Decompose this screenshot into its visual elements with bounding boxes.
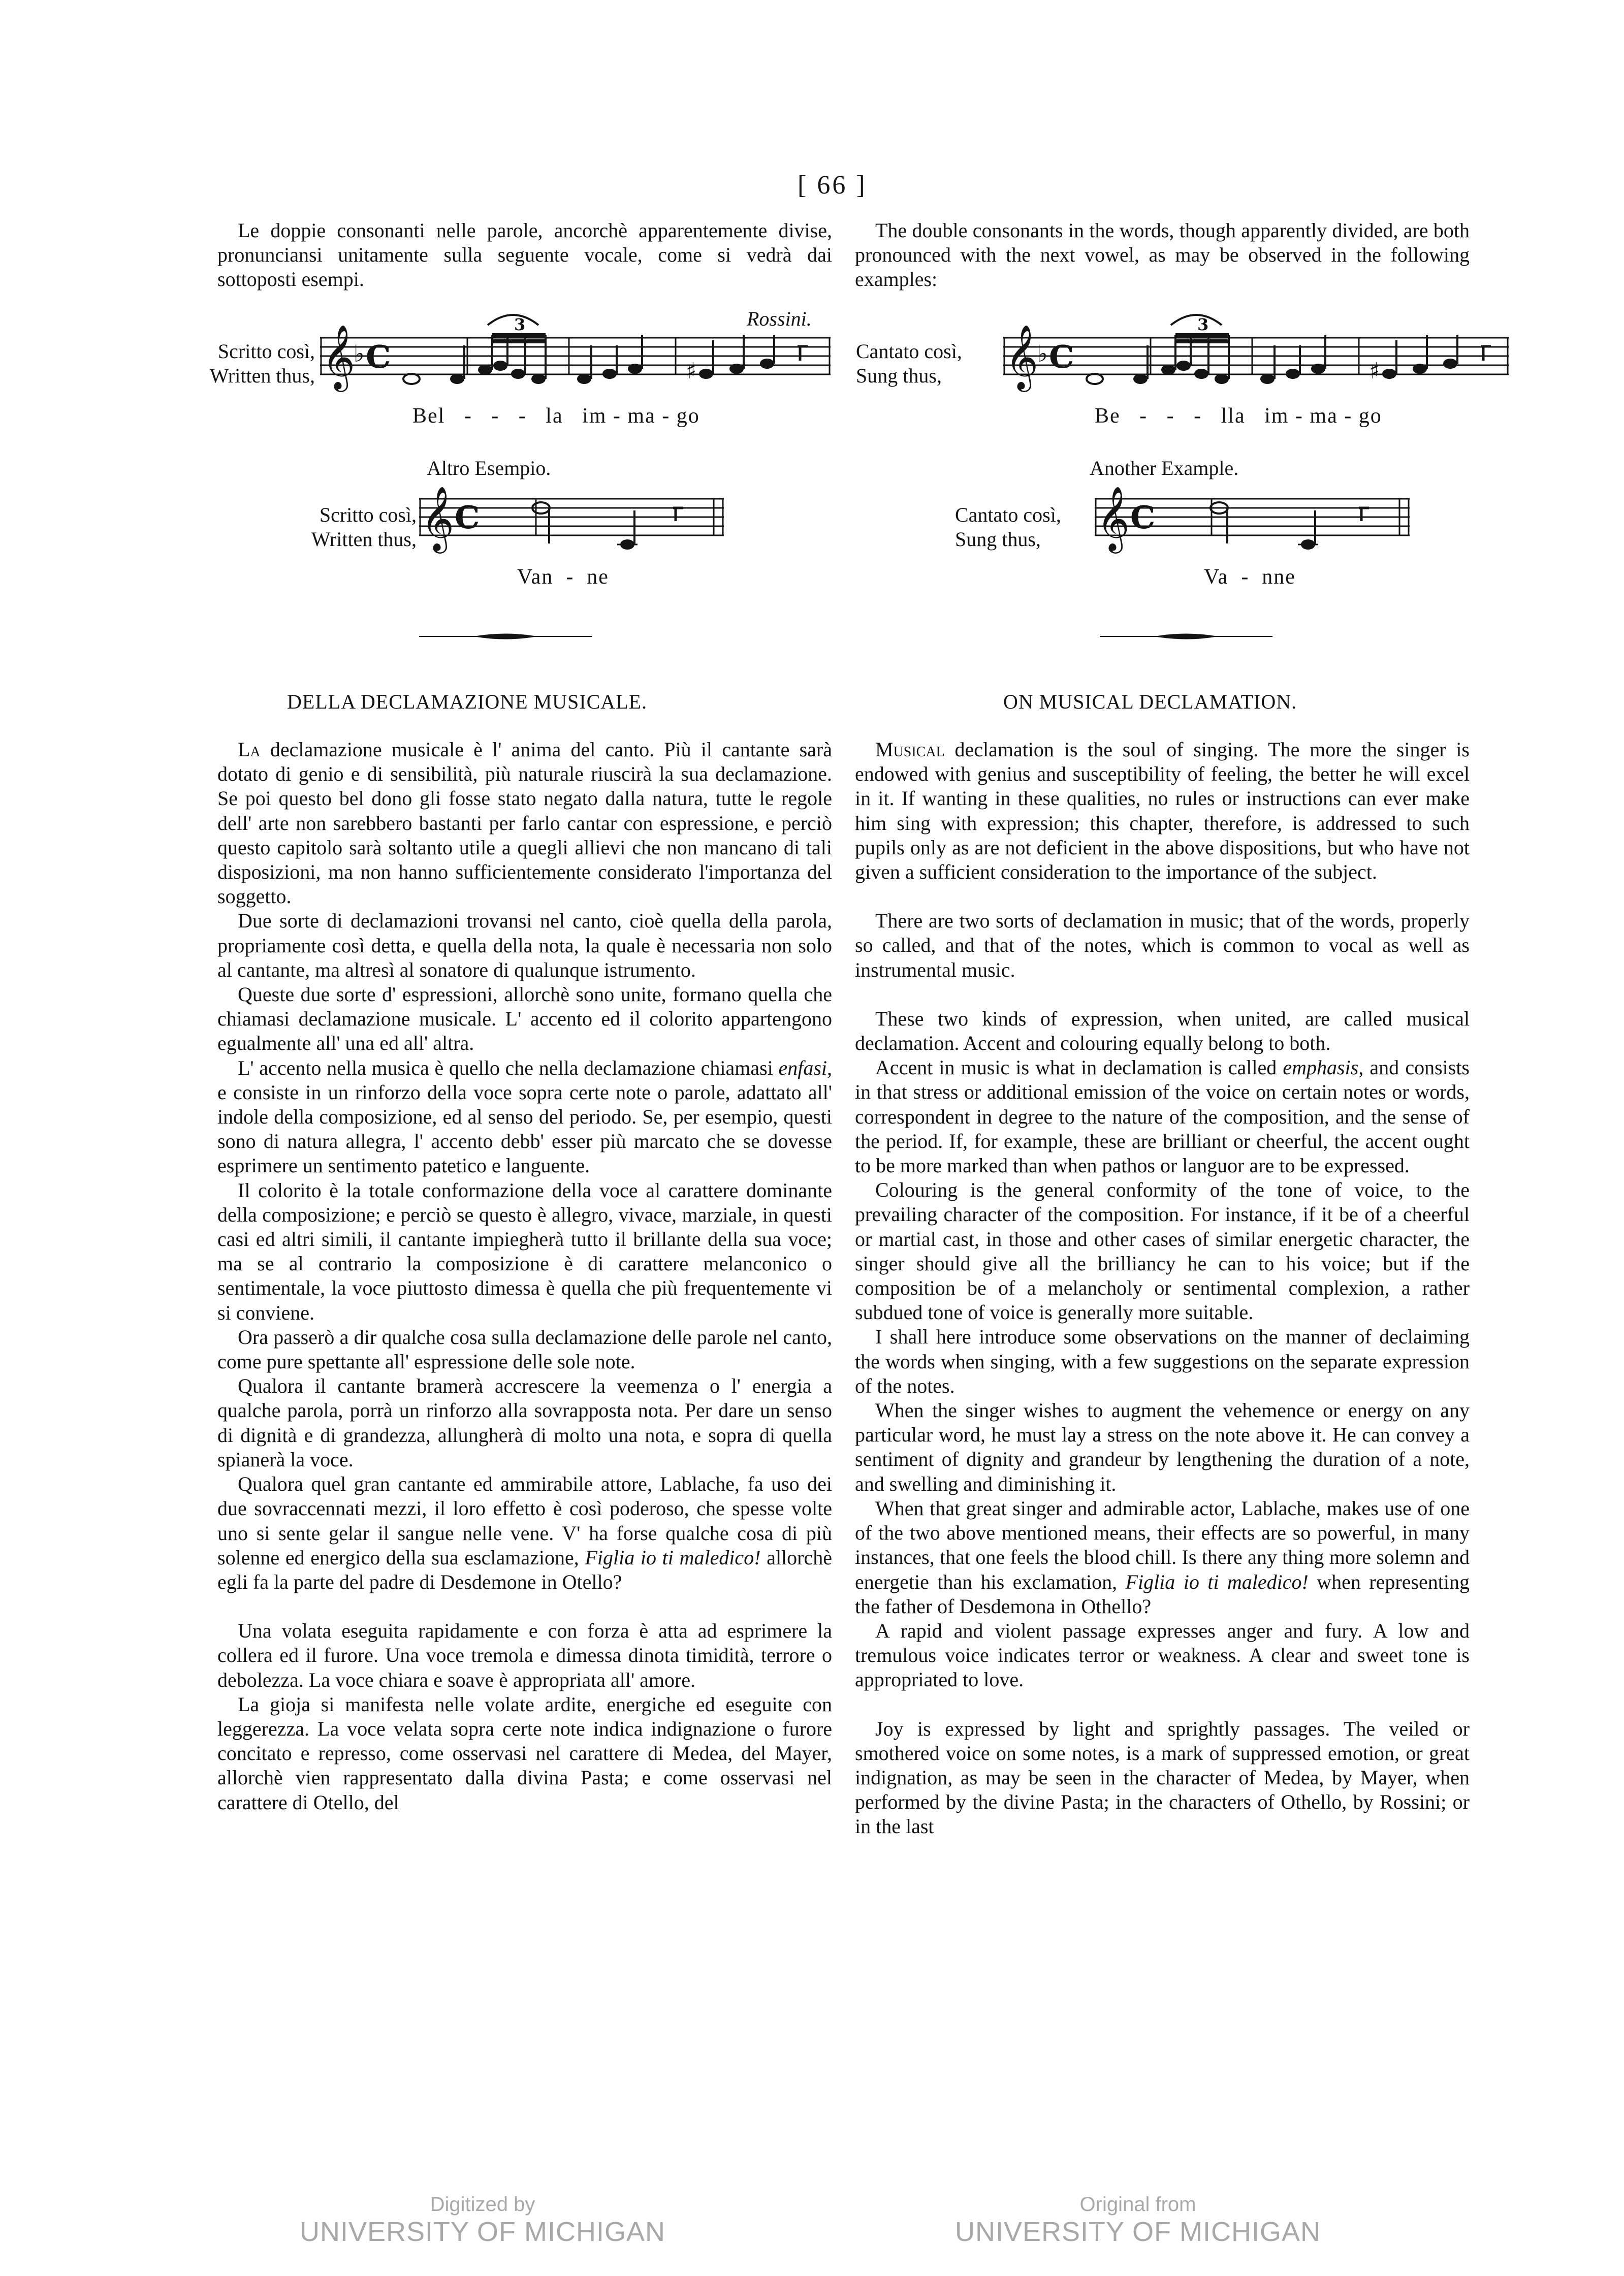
written-label-2: Scritto così, Written thus, (311, 503, 417, 551)
intro-it-text: Le doppie consonanti nelle parole, ancorchè apparentemente divise, pronunciansi unitamente sulla seguente vocale, come si vedrà dai sottoposti esempi. (217, 219, 832, 291)
page-number: [ 66 ] (798, 171, 867, 200)
music-staff-sung-1 (1003, 315, 1511, 391)
svg-text:♭: ♭ (354, 340, 365, 367)
english-body (855, 738, 1470, 1839)
it-paragraph-10: La gioja si manifesta nelle volate ardite, energiche ed eseguite con leggerezza. La voce velata sopra certe note indica indignazione o furore concitato e represso, come osservasi nel carattere di Medea, del Mayer, allorchè vien rappresentato dalla divina Pasta; e come osservasi nel carattere di Otello, del (217, 1692, 832, 1814)
svg-text:C: C (1049, 338, 1074, 375)
svg-text:C: C (366, 338, 391, 375)
en-paragraph-7: When the singer wishes to augment the vehemence or energy on any particular word, he must lay a stress on the note above it. He can convey a sentiment of dignity and grandeur by lengthening the duration of a note, and swelling and diminishing it. (855, 1399, 1470, 1495)
other-example-italian: Altro Esempio. (427, 457, 551, 479)
lyrics-sung-1: Be - - - lla im - ma - go (1095, 404, 1382, 428)
footer-original-from: Original from UNIVERSITY OF MICHIGAN (954, 2193, 1321, 2247)
intro-italian (217, 218, 832, 292)
ornament-divider-right (1100, 632, 1272, 640)
treble-clef-icon: 𝄞 (322, 324, 356, 389)
treble-clef-icon: 𝄞 (421, 486, 455, 551)
written-label-1: Scritto così, Written thus, (209, 340, 315, 387)
lyrics-sung-2: Va - nne (1204, 565, 1296, 589)
svg-text:♯: ♯ (1369, 358, 1380, 384)
music-staff-written-1 (320, 315, 833, 391)
en-paragraph-8: When that great singer and admirable actor, Lablache, makes use of one of the two above mentioned means, their effects are so powerful, in many instances, that one feels the blood chill. Is there any thing more solemn and energetie than his exclamation, Figlia io ti maledico! when representing the father of Desdemona in Othello? (855, 1496, 1470, 1618)
treble-clef-icon: 𝄞 (1097, 486, 1130, 551)
italian-body (217, 738, 832, 1815)
it-paragraph-9: Una volata eseguita rapidamente e con forza è atta ad esprimere la collera ed il furore. Una voce tremola e dimessa dinota timidità, terrore o debolezza. La voce chiara e soave è appropriata all' amore. (217, 1619, 832, 1691)
intro-en-text: The double consonants in the words, though apparently divided, are both pronounced with the next vowel, as may be observed in the following examples: (855, 219, 1470, 291)
it-paragraph-2: Due sorte di declamazioni trovansi nel canto, cioè quella della parola, propriamente così detta, e quella della nota, la quale è necessaria non solo al cantante, ma altresì al sonatore di qualunque istrumento. (217, 909, 832, 981)
it-paragraph-7: Qualora il cantante bramerà accrescere la veemenza o l' energia a qualche parola, porrà un rinforzo alla sovrapposta nota. Per dare un senso di dignità e di grandezza, allungherà di molto una nota, e sopra di quella spianerà la voce. (217, 1374, 832, 1471)
en-paragraph-1: Musical declamation is the soul of singing. The more the singer is endowed with genius and susceptibility of feeling, the better he will excel in it. If wanting in these qualities, no rules or instructions can ever make him sing with expression; this chapter, therefore, is addressed to such pupils only as are not deficient in the above dispositions, but who have not given a sufficient consideration to the importance of the subject. (855, 738, 1470, 884)
svg-text:3: 3 (514, 315, 526, 334)
svg-text:C: C (455, 499, 480, 536)
treble-clef-icon: 𝄞 (1005, 324, 1039, 389)
en-paragraph-5: Colouring is the general conformity of the tone of voice, to the prevailing character of the composition. For instance, if it be of a cheerful or martial cast, in those and other cases of similar energetic character, the singer should give all the brilliancy he can to his voice; but if the composition be of a melancholy or sentimental complexion, a rather subdued tone of voice is generally more suitable. (855, 1178, 1470, 1324)
it-paragraph-5: Il colorito è la totale conformazione della voce al carattere dominante della composizione; e perciò se questo è allegro, vivace, marziale, in questi casi ed altri simili, il cantante impiegherà tutto il brillante della sua voce; ma se al contrario la composizione è di carattere melanconico o sentimentale, la voce piuttosto dimessa è quella che più frequentemente vi si conviene. (217, 1178, 832, 1324)
en-paragraph-9: A rapid and violent passage expresses anger and fury. A low and tremulous voice indicates terror or weakness. A clear and sweet tone is appropriated to love. (855, 1619, 1470, 1691)
en-paragraph-4: Accent in music is what in declamation is called emphasis, and consists in that stress or additional emission of the voice on certain notes or words, correspondent in degree to the nature of the composition, and the sense of the period. If, for example, these are brilliant or cheerful, the accent ought to be more marked than when pathos or languor are to be expressed. (855, 1056, 1470, 1177)
en-paragraph-10: Joy is expressed by light and sprightly passages. The veiled or smothered voice on some notes, is a mark of suppressed emotion, or great indignation, as may be seen in the character of Medea, by Mayer, when performed by the divine Pasta; in the characters of Othello, by Rossini; or in the last (855, 1717, 1470, 1838)
svg-text:3: 3 (1197, 315, 1209, 334)
lyrics-written-2: Van - ne (517, 565, 609, 589)
it-paragraph-3: Queste due sorte d' espressioni, allorchè sono unite, formano quella che chiamasi declamazione musicale. L' accento ed il colorito appartengono egualmente all' una ed all' altra. (217, 983, 832, 1055)
music-staff-written-2 (419, 488, 734, 559)
sung-label-2: Cantato così, Sung thus, (955, 503, 1061, 551)
lyrics-written-1: Bel - - - la im - ma - go (412, 404, 700, 428)
svg-text:♭: ♭ (1037, 340, 1048, 367)
heading-italian: DELLA DECLAMAZIONE MUSICALE. (287, 690, 648, 713)
heading-english: ON MUSICAL DECLAMATION. (1003, 690, 1297, 713)
en-paragraph-2: There are two sorts of declamation in music; that of the words, properly so called, and that of the notes, which is common to vocal as well as instrumental music. (855, 909, 1470, 981)
intro-english (855, 218, 1470, 292)
it-paragraph-4: L' accento nella musica è quello che nella declamazione chiamasi enfasi, e consiste in un rinforzo della voce sopra certe note o parole, adattato all' indole della composizione, ed al senso del periodo. Se, per esempio, questi sono di natura allegra, l' accento debb' esser più marcato che se dovesse esprimere un sentimento patetico e languente. (217, 1056, 832, 1177)
other-example-english: Another Example. (1090, 457, 1239, 479)
music-staff-sung-2 (1095, 488, 1420, 559)
ornament-divider-left (419, 632, 592, 640)
en-paragraph-3: These two kinds of expression, when united, are called musical declamation. Accent and colouring equally belong to both. (855, 1007, 1470, 1055)
footer-digitized-by: Digitized by UNIVERSITY OF MICHIGAN (299, 2193, 666, 2247)
sung-label-1: Cantato così, Sung thus, (856, 340, 962, 387)
it-paragraph-8: Qualora quel gran cantante ed ammirabile attore, Lablache, fa uso dei due sovraccennati mezzi, il loro effetto è così poderoso, che spesse volte uno si sente gelar il sangue nelle vene. V' ha forse qualche cosa di più solenne ed energico della sua esclamazione, Figlia io ti maledico! allorchè egli fa la parte del padre di Desdemone in Otello? (217, 1472, 832, 1593)
svg-text:C: C (1130, 499, 1156, 536)
en-paragraph-6: I shall here introduce some observations on the manner of declaiming the words when singing, with a few suggestions on the separate expression of the notes. (855, 1325, 1470, 1397)
svg-text:♯: ♯ (686, 358, 697, 384)
it-paragraph-6: Ora passerò a dir qualche cosa sulla declamazione delle parole nel canto, come pure spettante all' espressione delle sole note. (217, 1325, 832, 1373)
composer-name: Rossini. (747, 307, 812, 330)
it-paragraph-1: La declamazione musicale è l' anima del canto. Più il cantante sarà dotato di genio e di sensibilità, più naturale riuscirà la sua declamazione. Se poi questo bel dono gli fosse stato negato dalla natura, tutte le regole dell' arte non sarebbero bastanti per farlo cantar con espressione, e perciò questo capitolo sarà soltanto utile a quegli allievi che non mancano di tali disposizioni, ma non hanno sufficientemente considerato l'importanza del soggetto. (217, 738, 832, 908)
